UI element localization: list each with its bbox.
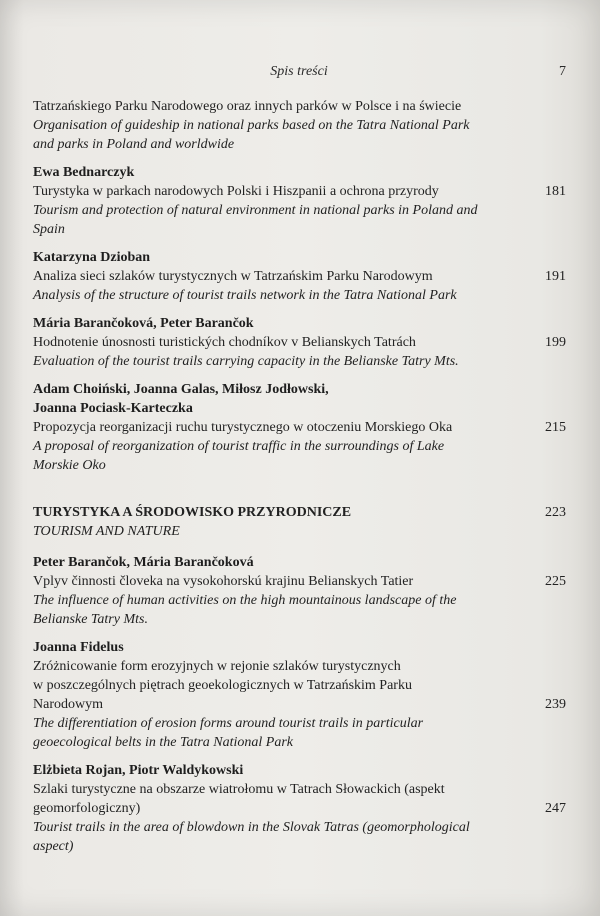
toc-entry-choinski	[33, 380, 566, 475]
running-title: Spis treści	[270, 64, 328, 79]
toc-entry-authors: Mária Barančoková, Peter Barančok	[33, 316, 254, 331]
section-heading	[33, 503, 566, 541]
toc-entry-page: 225	[545, 574, 566, 589]
section-title: TURYSTYKA A ŚRODOWISKO PRZYRODNICZE	[33, 505, 352, 520]
toc-entry-en-title: Tourism and protection of natural environment in national parks in Poland and Spain	[33, 203, 478, 237]
toc-entry-page: 191	[545, 269, 566, 284]
toc-entry-pl-title: Propozycja reorganizacji ruchu turystycznego w otoczeniu Morskiego Oka 215	[33, 420, 566, 435]
toc-entry-pl-title: Analiza sieci szlaków turystycznych w Tatrzańskim Parku Narodowym 191	[33, 269, 566, 284]
toc-entry-en-title: Tourist trails in the area of blowdown in the Slovak Tatras (geomorphological aspect)	[33, 820, 470, 854]
running-header	[32, 64, 566, 84]
toc-entry-bednarczyk	[33, 163, 566, 239]
toc-entry-authors: Elżbieta Rojan, Piotr Waldykowski	[33, 763, 244, 778]
toc-entry-pl-title: Szlaki turystyczne na obszarze wiatrołomu w Tatrach Słowackich (aspekt geomorfologiczny) 247	[33, 782, 566, 816]
toc-entry-authors: Ewa Bednarczyk	[33, 165, 135, 180]
toc-entry-page: 181	[545, 184, 566, 199]
toc-entry-page: 199	[545, 335, 566, 350]
toc-entry-pl-title: Hodnotenie únosnosti turistických chodníkov v Belianskych Tatrách 199	[33, 335, 566, 350]
toc-entry-en-title: Analysis of the structure of tourist trails network in the Tatra National Park	[33, 288, 457, 303]
toc-entry-authors: Adam Choiński, Joanna Galas, Miłosz Jodłowski,	[33, 382, 329, 397]
toc-entry-barancokova	[33, 314, 566, 371]
page-number: 7	[559, 64, 566, 79]
toc-entry-authors: Joanna Fidelus	[33, 640, 124, 655]
toc-entry-en-title: Evaluation of the tourist trails carrying capacity in the Belianske Tatry Mts.	[33, 354, 459, 369]
section-subtitle: TOURISM AND NATURE	[33, 524, 180, 539]
toc-entry-pl-title: Zróżnicowanie form erozyjnych w rejonie szlaków turystycznych w poszczególnych piętrach geoekologicznych w Tatrzańskim Parku Narodowym 239	[33, 659, 566, 712]
toc-entry-rojan	[33, 761, 566, 856]
toc-entry-fidelus	[33, 638, 566, 752]
toc-entry-dzioban	[33, 248, 566, 305]
toc-entry-authors-cont: Joanna Pociask-Karteczka	[33, 401, 193, 416]
toc-entry-guideship	[33, 97, 566, 154]
toc-entry-authors: Peter Barančok, Mária Barančoková	[33, 555, 254, 570]
toc-entry-authors: Katarzyna Dzioban	[33, 250, 151, 265]
toc-entry-pl-title: Tatrzańskiego Parku Narodowego oraz innych parków w Polsce i na świecie	[33, 99, 462, 114]
toc-entry-pl-title: Turystyka w parkach narodowych Polski i Hiszpanii a ochrona przyrody 181	[33, 184, 566, 199]
toc-entry-page: 215	[545, 420, 566, 435]
toc-entry-page: 247	[545, 801, 566, 816]
section-page: 223	[545, 505, 566, 520]
table-of-contents	[33, 97, 566, 865]
toc-entry-en-title: The influence of human activities on the high mountainous landscape of the Belianske Tatry Mts.	[33, 593, 457, 627]
toc-entry-page: 239	[545, 697, 566, 712]
toc-entry-pl-title: Vplyv činnosti človeka na vysokohorskú krajinu Belianskych Tatier 225	[33, 574, 566, 589]
toc-entry-en-title: A proposal of reorganization of tourist traffic in the surroundings of Lake Morskie Oko	[33, 439, 445, 473]
toc-entry-en-title: Organisation of guideship in national parks based on the Tatra National Park and parks in Poland and worldwide	[33, 118, 470, 152]
toc-entry-barancok	[33, 553, 566, 629]
toc-entry-en-title: The differentiation of erosion forms around tourist trails in particular geoecological belts in the Tatra National Park	[33, 716, 424, 750]
